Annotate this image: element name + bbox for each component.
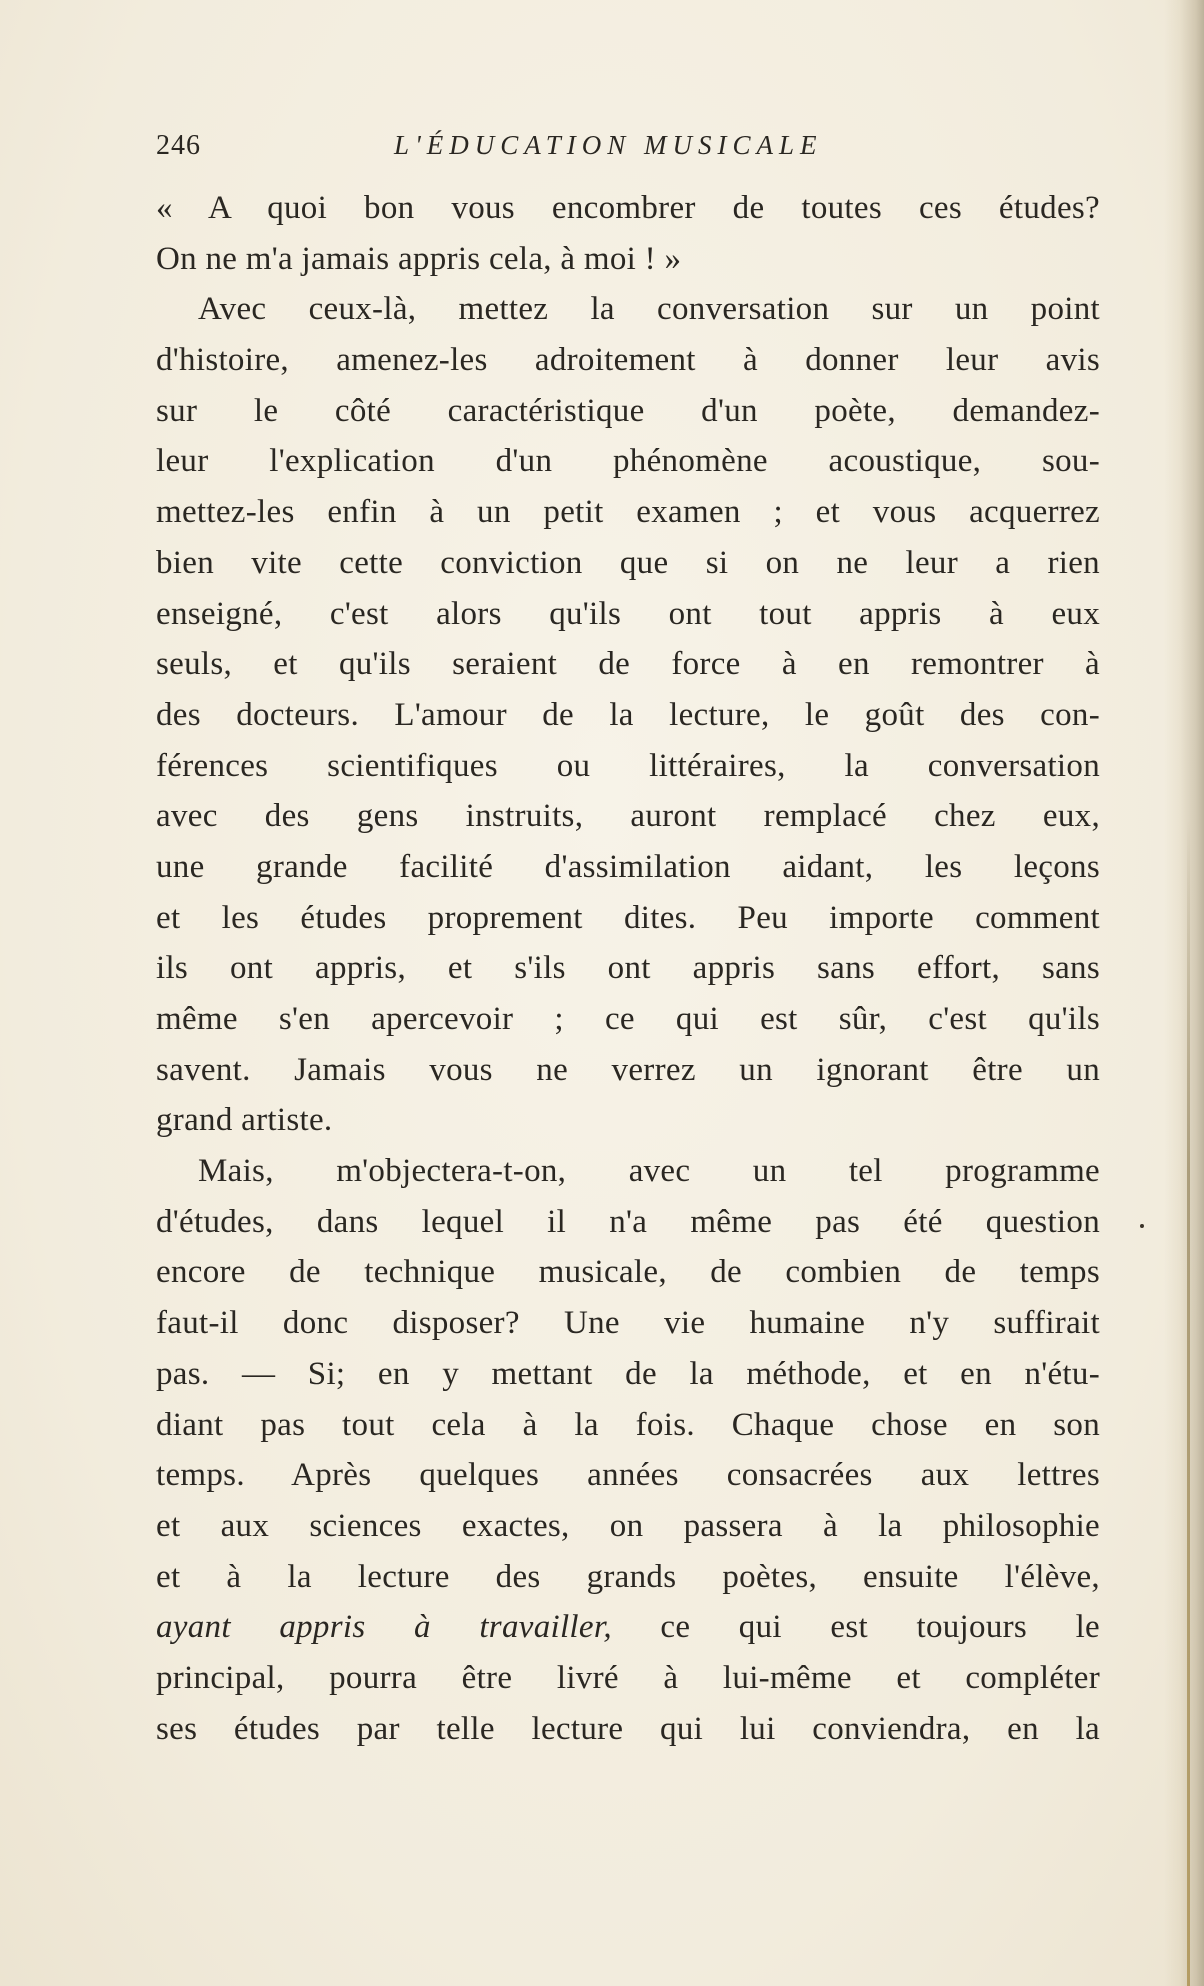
text-line	[156, 1146, 1100, 1197]
line-text: mettez-les enfin à un petit examen ; et vous acquerrez	[156, 494, 1100, 531]
text-line	[156, 1095, 1100, 1146]
text-line	[156, 1602, 1100, 1653]
line-text: et les études proprement dites. Peu importe comment	[156, 899, 1100, 936]
text-line	[156, 690, 1100, 741]
line-text: Avec ceux-là, mettez la conversation sur un point	[198, 291, 1100, 328]
line-text: férences scientifiques ou littéraires, la conversation	[156, 747, 1100, 784]
text-line	[156, 1653, 1100, 1704]
line-text: seuls, et qu'ils seraient de force à en remontrer à	[156, 646, 1100, 683]
line-text: principal, pourra être livré à lui-même et compléter	[156, 1659, 1100, 1696]
line-text: diant pas tout cela à la fois. Chaque chose en son	[156, 1406, 1100, 1443]
line-text: temps. Après quelques années consacrées aux lettres	[156, 1457, 1100, 1494]
line-text: encore de technique musicale, de combien de temps	[156, 1254, 1100, 1291]
text-line	[156, 1552, 1100, 1603]
line-text: Mais, m'objectera-t-on, avec un tel programme	[198, 1153, 1100, 1190]
text-line	[156, 386, 1100, 437]
line-text: ils ont appris, et s'ils ont appris sans effort, sans	[156, 950, 1100, 987]
line-text: « A quoi bon vous encombrer de toutes ces études?	[156, 190, 1100, 226]
page-edge-shadow	[1164, 0, 1204, 1986]
line-text: pas. — Si; en y mettant de la méthode, et en n'étu-	[156, 1355, 1100, 1392]
line-text: ses études par telle lecture qui lui conviendra, en la	[156, 1710, 1100, 1747]
text-line	[156, 1349, 1100, 1400]
text-line	[156, 1400, 1100, 1451]
line-text: et aux sciences exactes, on passera à la philosophie	[156, 1507, 1100, 1544]
text-line	[156, 994, 1100, 1045]
line-text: On ne m'a jamais appris cela, à moi ! »	[156, 240, 682, 277]
line-text: d'études, dans lequel il n'a même pas été question	[156, 1203, 1100, 1240]
text-line	[156, 842, 1100, 893]
text-line	[156, 183, 1100, 234]
line-text: leur l'explication d'un phénomène acoustique, sou-	[156, 443, 1100, 480]
line-text: faut-il donc disposer? Une vie humaine n'y suffirait	[156, 1305, 1100, 1342]
text-line	[156, 234, 1100, 285]
line-text: bien vite cette conviction que si on ne leur a rien	[156, 544, 1100, 581]
line-text: savent. Jamais vous ne verrez un ignorant être un	[156, 1051, 1100, 1088]
text-line	[156, 335, 1100, 386]
line-text: ce qui est toujours le	[611, 1609, 1100, 1646]
italic-phrase: ayant appris à travailler,	[156, 1609, 612, 1646]
line-text: et à la lecture des grands poètes, ensuite l'élève,	[156, 1558, 1100, 1595]
text-line	[156, 1704, 1100, 1755]
running-title: L'ÉDUCATION MUSICALE	[394, 130, 823, 160]
text-line	[156, 741, 1100, 792]
text-line	[156, 538, 1100, 589]
line-text: d'histoire, amenez-les adroitement à donner leur avis	[156, 342, 1100, 379]
page-header	[156, 130, 1100, 170]
text-line	[156, 1197, 1100, 1248]
text-line	[156, 1247, 1100, 1298]
print-speck	[1140, 1224, 1144, 1228]
body-text	[156, 183, 1100, 1754]
line-text: des docteurs. L'amour de la lecture, le goût des con-	[156, 696, 1100, 733]
text-line	[156, 943, 1100, 994]
text-line	[156, 791, 1100, 842]
page-number: 246	[156, 130, 201, 161]
line-text: avec des gens instruits, auront remplacé chez eux,	[156, 798, 1100, 835]
text-line	[156, 436, 1100, 487]
text-line	[156, 1045, 1100, 1096]
text-line	[156, 893, 1100, 944]
text-line	[156, 284, 1100, 335]
text-line	[156, 1501, 1100, 1552]
text-line	[156, 1298, 1100, 1349]
line-text: même s'en apercevoir ; ce qui est sûr, c'est qu'ils	[156, 1001, 1100, 1037]
binding-edge-line	[1187, 820, 1190, 1986]
line-text: grand artiste.	[156, 1102, 333, 1139]
text-line	[156, 487, 1100, 538]
line-text: sur le côté caractéristique d'un poète, demandez-	[156, 392, 1100, 429]
text-line	[156, 589, 1100, 640]
line-text: enseigné, c'est alors qu'ils ont tout appris à eux	[156, 595, 1100, 632]
line-text: une grande facilité d'assimilation aidant, les leçons	[156, 848, 1100, 885]
text-line	[156, 1450, 1100, 1501]
text-line	[156, 639, 1100, 690]
